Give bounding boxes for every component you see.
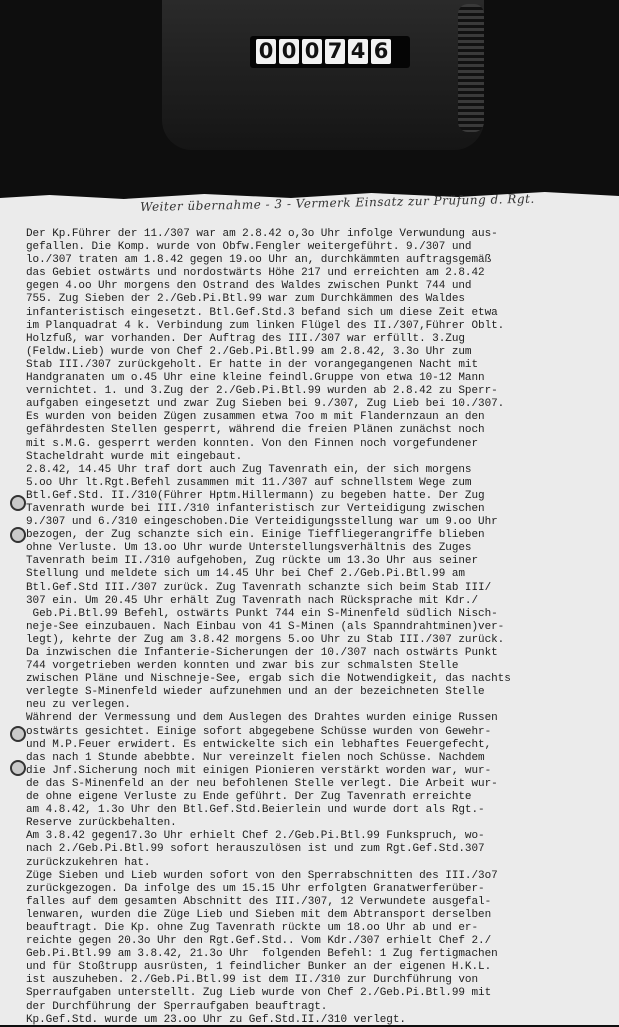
counter-digit: 0	[279, 39, 299, 64]
counter-digit: 6	[371, 39, 391, 64]
counter-knob	[458, 4, 484, 132]
counter-digit: 0	[256, 39, 276, 64]
counter-window	[250, 36, 410, 68]
counter-digit: 0	[302, 39, 322, 64]
punch-hole	[10, 760, 26, 776]
punch-hole	[10, 726, 26, 742]
frame-counter-device	[162, 0, 484, 150]
handwritten-header: Weiter übernahme - 3 - Vermerk Einsatz zur Prüfung d. Rgt.	[140, 191, 535, 214]
typed-report-text: Der Kp.Führer der 11./307 war am 2.8.42 o,3o Uhr infolge Verwundung aus- gefallen. Die Komp. wurde von Obfw.Fengler weitergeführt. 9./307 und lo./307 traten am 1.8.42 gegen 19.oo Uhr an, durchkämmten auftragsgemäß das Gebiet ostwärts und nordostwärts Höhe 217 und erreichten am 2.8.42 gegen 4.oo Uhr morgens den Ostrand des Waldes zwischen Punkt 744 und 755. Zug Sieben der 2./Geb.Pi.Btl.99 war zum Durchkämmen des Waldes infanteristisch eingesetzt. Btl.Gef.Std.3 befand sich um diese Zeit etwa im Planquadrat 4 k. Verbindung zum linken Flügel des II./307,Führer Oblt. Holzfuß, war vorhanden. Der Auftrag des III./307 war erfüllt. 3.Zug (Feldw.Lieb) wurde von Chef 2./Geb.Pi.Btl.99 am 2.8.42, 3.3o Uhr zum Stab III./307 zurückgeholt. Er hatte in der vorangegangenen Nacht mit Handgranaten um o.45 Uhr eine kleine feindl.Gruppe von etwa 10-12 Mann vernichtet. 1. und 3.Zug der 2./Geb.Pi.Btl.99 wurden ab 2.8.42 zu Sperr- aufgaben eingesetzt und zwar Zug Sieben bei 9./307, Zug Lieb bei 10./307. Es wurden von beiden Zügen zusammen etwa 7oo m mit Flandernzaun an den gefährdesten Stellen gesperrt, während die freien Plänen zunächst noch mit s.M.G. gesperrt werden konnten. Von den Finnen noch vorgefundener Stacheldraht wurde mit eingebaut. 2.8.42, 14.45 Uhr traf dort auch Zug Tavenrath ein, der sich morgens 5.oo Uhr lt.Rgt.Befehl zusammen mit 11./307 auf schnellstem Wege zum Btl.Gef.Std. II./310(Führer Hptm.Hillermann) zu begeben hatte. Der Zug Tavenrath wurde bei III./310 infanteristisch zur Verteidigung zwischen 9./307 und 6./310 eingeschoben.Die Verteidigungsstellung war um 9.oo Uhr bezogen, der Zug schanzte sich ein. Einige Tieffliegerangriffe blieben ohne Verluste. Um 13.oo Uhr wurde Unterstellungsverhältnis des Zuges Tavenrath beim II./310 aufgehoben, Zug rückte um 13.3o Uhr aus seiner Stellung und meldete sich um 14.45 Uhr bei Chef 2./Geb.Pi.Btl.99 am Btl.Gef.Std III./307 zurück. Zug Tavenrath schanzte sich beim Stab III/ 307 ein. Um 20.45 Uhr erhält Zug Tavenrath nach Rücksprache mit Kdr./ Geb.Pi.Btl.99 Befehl, ostwärts Punkt 744 ein S-Minenfeld südlich Nisch- neje-See einzubauen. Nach Einbau von 41 S-Minen (als Spanndrahtminen)ver- legt), kehrte der Zug am 3.8.42 morgens 5.oo Uhr zu Stab III./307 zurück. Da inzwischen die Infanterie-Sicherungen der 10./307 nach ostwärts Punkt 744 vorgetrieben werden konnten und zwar bis zur schmalsten Stelle zwischen Pläne und Nischneje-See, ergab sich die Notwendigkeit, das nachts verlegte S-Minenfeld wieder aufzunehmen und an der bezeichneten Stelle neu zu verlegen. Während der Vermessung und dem Auslegen des Drahtes wurden einige Russen ostwärts gesichtet. Einige sofort abgegebene Schüsse wurden von Gewehr- und M.P.Feuer erwidert. Es entwickelte sich ein lebhaftes Feuergefecht, das nach 1 Stunde abebbte. Nur vereinzelt fielen noch Schüsse. Nachdem die Jnf.Sicherung noch mit einigen Pionieren verstärkt worden war, wur- de das S-Minenfeld an der neu befohlenen Stelle verlegt. Die Arbeit wur- de ohne eigene Verluste zu Ende geführt. Der Zug Tavenrath erreichte am 4.8.42, 1.3o Uhr den Btl.Gef.Std.Beierlein und wurde dort als Rgt.- Reserve zurückbehalten. Am 3.8.42 gegen17.3o Uhr erhielt Chef 2./Geb.Pi.Btl.99 Funkspruch, wo- nach 2./Geb.Pi.Btl.99 sofort herauszulösen ist und zum Rgt.Gef.Std.307 zurückzukehren hat. Züge Sieben und Lieb wurden sofort von den Sperrabschnitten des III./3o7 zurückgezogen. Da infolge des um 15.15 Uhr erfolgten Granatwerferüber- falles auf dem gesamten Abschnitt des III./307, 12 Verwundete ausgefal- lenwaren, wurden die Züge Lieb und Sieben mit dem Abtransport derselben beauftragt. Die Kp. ohne Zug Tavenrath rückte um 18.oo Uhr ab und er- reichte gegen 20.3o Uhr den Rgt.Gef.Std.. Vom Kdr./307 erhielt Chef 2./ Geb.Pi.Btl.99 am 3.8.42, 21.3o Uhr folgenden Befehl: 1 Zug fertigmachen und für Stoßtrupp ausrüsten, 1 feindlicher Bunker an der eigenen H.K.L. ist auszuheben. 2./Geb.Pi.Btl.99 ist dem II./310 zur Durchführung von Sperraufgaben unterstellt. Zug Lieb wurde von Chef 2./Geb.Pi.Btl.99 mit der Durchführung der Sperraufgaben beauftragt. Kp.Gef.Std. wurde um 23.oo Uhr zu Gef.Std.II./310 verlegt.	[26, 228, 511, 1026]
punch-hole	[10, 495, 26, 511]
counter-digit: 4	[348, 39, 368, 64]
counter-digit: 7	[325, 39, 345, 64]
counter-digits	[256, 39, 391, 64]
punch-hole	[10, 527, 26, 543]
